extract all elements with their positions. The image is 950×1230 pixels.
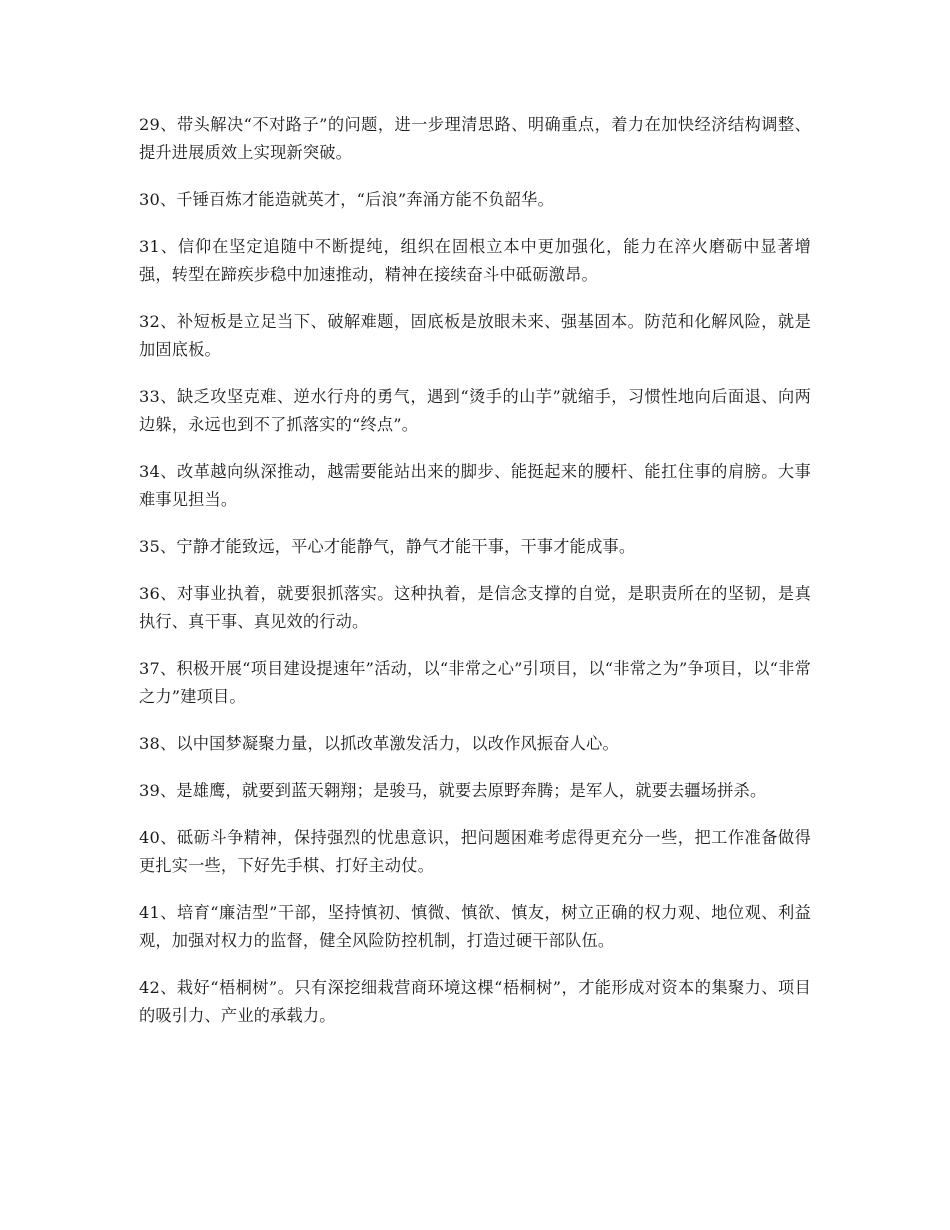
paragraph-40: 40、砥砺斗争精神，保持强烈的忧患意识，把问题困难考虑得更充分一些，把工作准备做得更扎实一些，下好先手棋、打好主动仗。	[139, 828, 811, 875]
paragraph-41: 41、培育“廉洁型”干部，坚持慎初、慎微、慎欲、慎友，树立正确的权力观、地位观、利益观，加强对权力的监督，健全风险防控机制，打造过硬干部队伍。	[139, 903, 811, 950]
paragraph-36: 36、对事业执着，就要狠抓落实。这种执着，是信念支撑的自觉，是职责所在的坚韧，是真执行、真干事、真见效的行动。	[139, 584, 811, 631]
paragraph-35: 35、宁静才能致远，平心才能静气，静气才能干事，干事才能成事。	[139, 537, 636, 556]
paragraph-37: 37、积极开展“项目建设提速年”活动，以“非常之心”引项目，以“非常之为”争项目，以“非常之力”建项目。	[139, 659, 811, 706]
paragraph-34: 34、改革越向纵深推动，越需要能站出来的脚步、能挺起来的腰杆、能扛住事的肩膀。大事难事见担当。	[139, 462, 811, 509]
paragraph-33: 33、缺乏攻坚克难、逆水行舟的勇气，遇到“烫手的山芋”就缩手，习惯性地向后面退、向两边躲，永远也到不了抓落实的“终点”。	[139, 387, 811, 434]
paragraph-42: 42、栽好“梧桐树”。只有深挖细栽营商环境这棵“梧桐树”，才能形成对资本的集聚力、项目的吸引力、产业的承载力。	[139, 978, 811, 1025]
paragraph-39: 39、是雄鹰，就要到蓝天翱翔；是骏马，就要去原野奔腾；是军人，就要去疆场拼杀。	[139, 781, 767, 800]
document-body	[139, 111, 811, 1049]
paragraph-29: 29、带头解决“不对路子”的问题，进一步理清思路、明确重点，着力在加快经济结构调整、提升进展质效上实现新突破。	[139, 115, 811, 162]
paragraph-30: 30、千锤百炼才能造就英才，“后浪”奔涌方能不负韶华。	[139, 190, 554, 209]
paragraph-38: 38、以中国梦凝聚力量，以抓改革激发活力，以改作风振奋人心。	[139, 734, 619, 753]
paragraph-31: 31、信仰在坚定追随中不断提纯，组织在固根立本中更加强化，能力在淬火磨砺中显著增强，转型在蹄疾步稳中加速推动，精神在接续奋斗中砥砺激昂。	[139, 237, 811, 284]
paragraph-32: 32、补短板是立足当下、破解难题，固底板是放眼未来、强基固本。防范和化解风险，就是加固底板。	[139, 312, 811, 359]
